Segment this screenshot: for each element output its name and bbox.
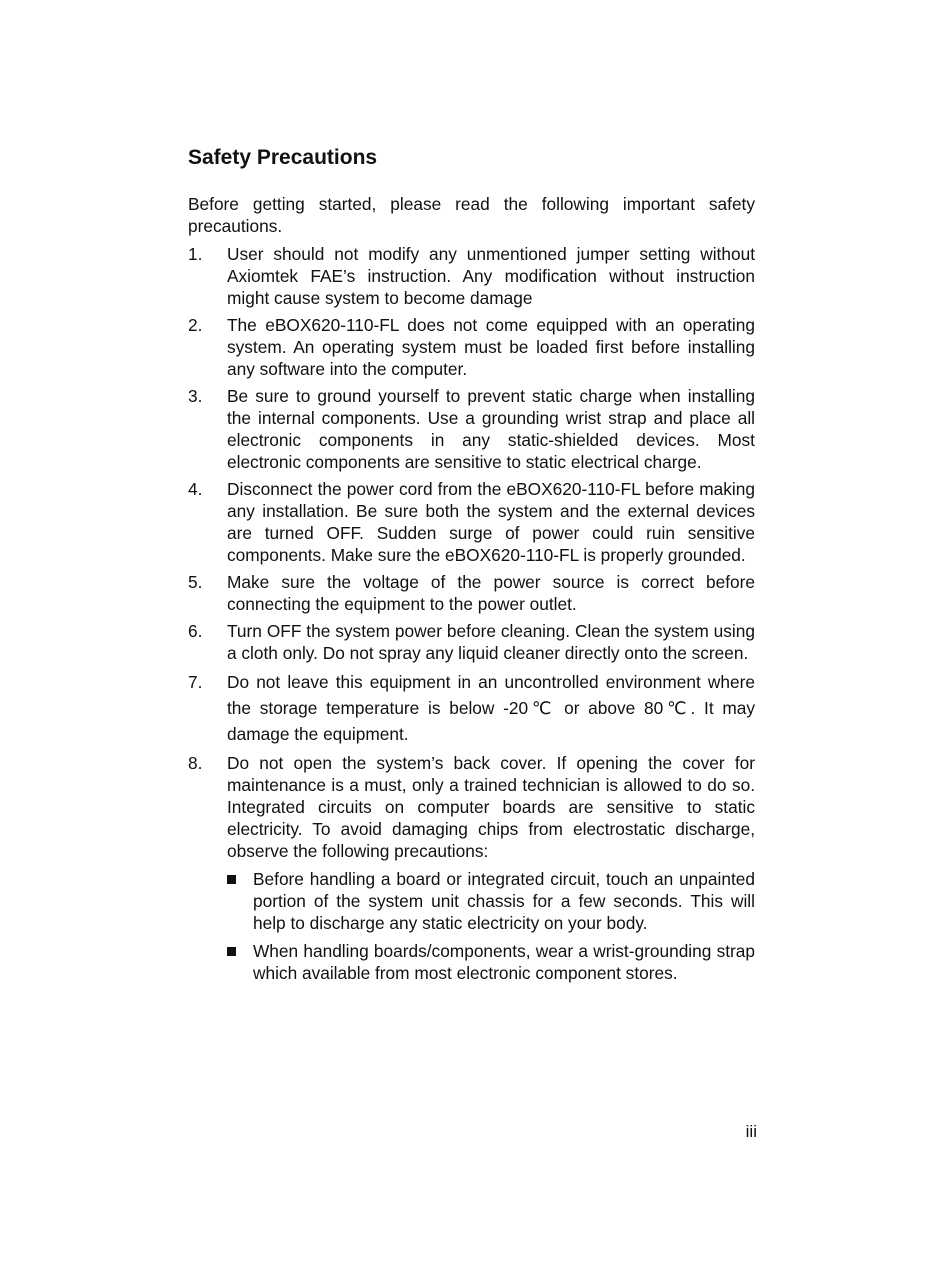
item-text: Turn OFF the system power before cleaning. Clean the system using a cloth only. Do not spray any liquid cleaner directly onto the screen. <box>227 621 755 663</box>
precaution-item-5 <box>188 571 755 615</box>
item-text: The eBOX620-110-FL does not come equipped with an operating system. An operating system must be loaded first before installing any software into the computer. <box>227 315 755 379</box>
item-number: 1. <box>188 244 203 264</box>
item-text: Make sure the voltage of the power source is correct before connecting the equipment to the power outlet. <box>227 572 755 614</box>
precaution-item-1 <box>188 243 755 309</box>
square-bullet-icon <box>227 875 236 884</box>
page-number: iii <box>745 1122 757 1141</box>
item-number: 7. <box>188 672 203 692</box>
precaution-item-3 <box>188 385 755 473</box>
page-content <box>188 143 755 990</box>
precaution-item-8 <box>188 752 755 984</box>
item-number: 5. <box>188 572 203 592</box>
item-number: 3. <box>188 386 203 406</box>
square-bullet-icon <box>227 947 236 956</box>
item-text: Be sure to ground yourself to prevent static charge when installing the internal components. Use a grounding wrist strap and place all electronic components in any static-shielded devices. Most electronic components are sensitive to static electrical charge. <box>227 386 755 472</box>
bullet-text: Before handling a board or integrated circuit, touch an unpainted portion of the system unit chassis for a few seconds. This will help to discharge any static electricity on your body. <box>253 869 755 933</box>
precaution-item-7 <box>188 669 755 747</box>
bullet-item <box>227 940 755 984</box>
intro-paragraph: Before getting started, please read the following important safety precautions. <box>188 194 755 236</box>
precaution-item-2 <box>188 314 755 380</box>
bullet-item <box>227 868 755 934</box>
page-title: Safety Precautions <box>188 146 378 169</box>
item-text: Do not leave this equipment in an uncontrolled environment where the storage temperature is below -20℃ or above 80℃. It may damage the equipment. <box>227 672 755 744</box>
precaution-bullet-list <box>227 868 755 984</box>
item-number: 6. <box>188 621 203 641</box>
item-number: 2. <box>188 315 203 335</box>
item-text: Disconnect the power cord from the eBOX620-110-FL before making any installation. Be sure both the system and the external devices are turned OFF. Sudden surge of power could ruin sensitive components. Make sure the eBOX620-110-FL is properly grounded. <box>227 479 755 565</box>
precaution-item-6 <box>188 620 755 664</box>
item-number: 8. <box>188 753 203 773</box>
bullet-text: When handling boards/components, wear a wrist-grounding strap which available from most electronic component stores. <box>253 941 755 983</box>
item-text: Do not open the system’s back cover. If opening the cover for maintenance is a must, only a trained technician is allowed to do so. Integrated circuits on computer boards are sensitive to static electricity. To avoid damaging chips from electrostatic discharge, observe the following precautions: <box>227 753 755 861</box>
item-text: User should not modify any unmentioned jumper setting without Axiomtek FAE’s instruction. Any modification without instruction might cause system to become damage <box>227 244 755 308</box>
precaution-item-4 <box>188 478 755 566</box>
item-number: 4. <box>188 479 203 499</box>
